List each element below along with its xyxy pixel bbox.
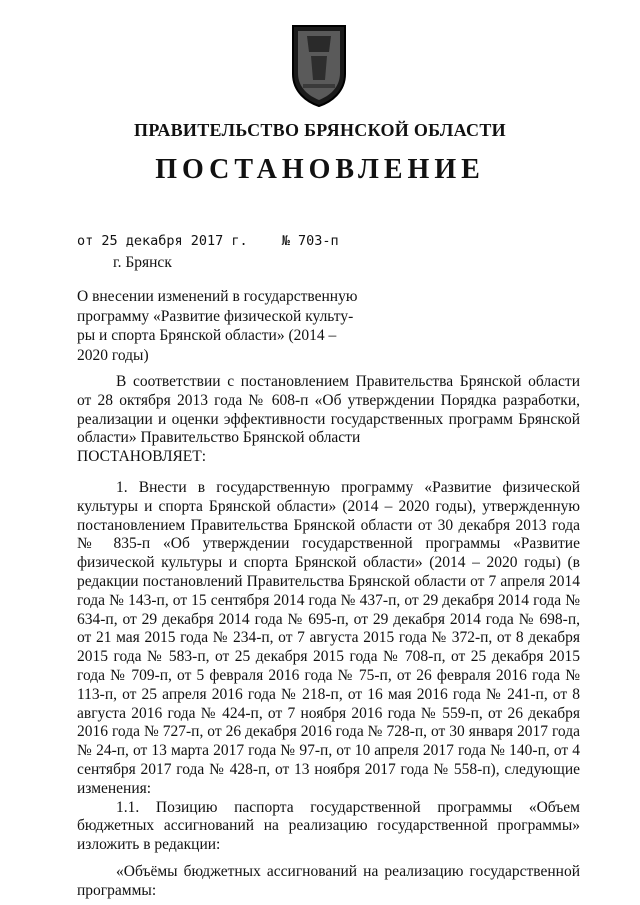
document-city: г. Брянск	[113, 254, 172, 271]
document-number: № 703-п	[281, 233, 339, 249]
document-subject: О внесении изменений в государственную программу «Развитие физической культу- ры и спорта Брянской области» (2014 – 2020 годы)	[77, 288, 358, 364]
document-type-heading: ПОСТАНОВЛЕНИЕ	[155, 154, 485, 185]
document-date: от 25 декабря 2017 г.	[77, 233, 248, 249]
item-1-1-paragraph: 1.1. Позицию паспорта государственной программы «Объем бюджетных ассигнований на реализацию государственной программы» изложить в редакции:	[77, 798, 580, 854]
authority-heading: ПРАВИТЕЛЬСТВО БРЯНСКОЙ ОБЛАСТИ	[134, 120, 506, 140]
document-body	[77, 373, 580, 901]
preamble-paragraph: В соответствии с постановлением Правительства Брянской области от 28 октября 2013 года № 608-п «Об утверждении Порядка разработки, реализации и оценки эффективности государственных программ Брянской области» Правительство Брянской области	[77, 373, 580, 447]
document-date-line	[77, 233, 339, 249]
item-1-paragraph: 1. Внести в государственную программу «Развитие физической культуры и спорта Брянской области» (2014 – 2020 годы), утвержденную постановлением Правительства Брянской области от 30 декабря 2013 года № 835-п «Об утверждении государственной программы «Развитие физической культуры и спорта Брянской области» (2014 – 2020 годы) (в редакции постановлений Правительства Брянской области от 7 апреля 2014 года № 143-п, от 15 сентября 2014 года № 437-п, от 29 декабря 2014 года № 634-п, от 29 декабря 2014 года № 695-п, от 29 декабря 2014 года № 698-п, от 21 мая 2015 года № 234-п, от 7 августа 2015 года № 372-п, от 8 декабря 2015 года № 583-п, от 25 декабря 2015 года № 708-п, от 25 декабря 2015 года № 709-п, от 5 февраля 2016 года № 75-п, от 26 февраля 2016 года № 113-п, от 25 апреля 2016 года № 218-п, от 16 мая 2016 года № 241-п, от 8 августа 2016 года № 424-п, от 7 ноября 2016 года № 559-п, от 26 декабря 2016 года № 727-п, от 26 декабря 2016 года № 728-п, от 30 января 2017 года № 24-п, от 13 марта 2017 года № 97-п, от 10 апреля 2017 года № 140-п, от 4 сентября 2017 года № 428-п, от 13 ноября 2017 года № 558-п), следующие изменения:	[77, 478, 580, 797]
quote-paragraph: «Объёмы бюджетных ассигнований на реализацию государственной программы:	[77, 862, 580, 899]
resolves-heading: ПОСТАНОВЛЯЕТ:	[77, 448, 207, 466]
coat-of-arms-emblem	[285, 22, 353, 108]
